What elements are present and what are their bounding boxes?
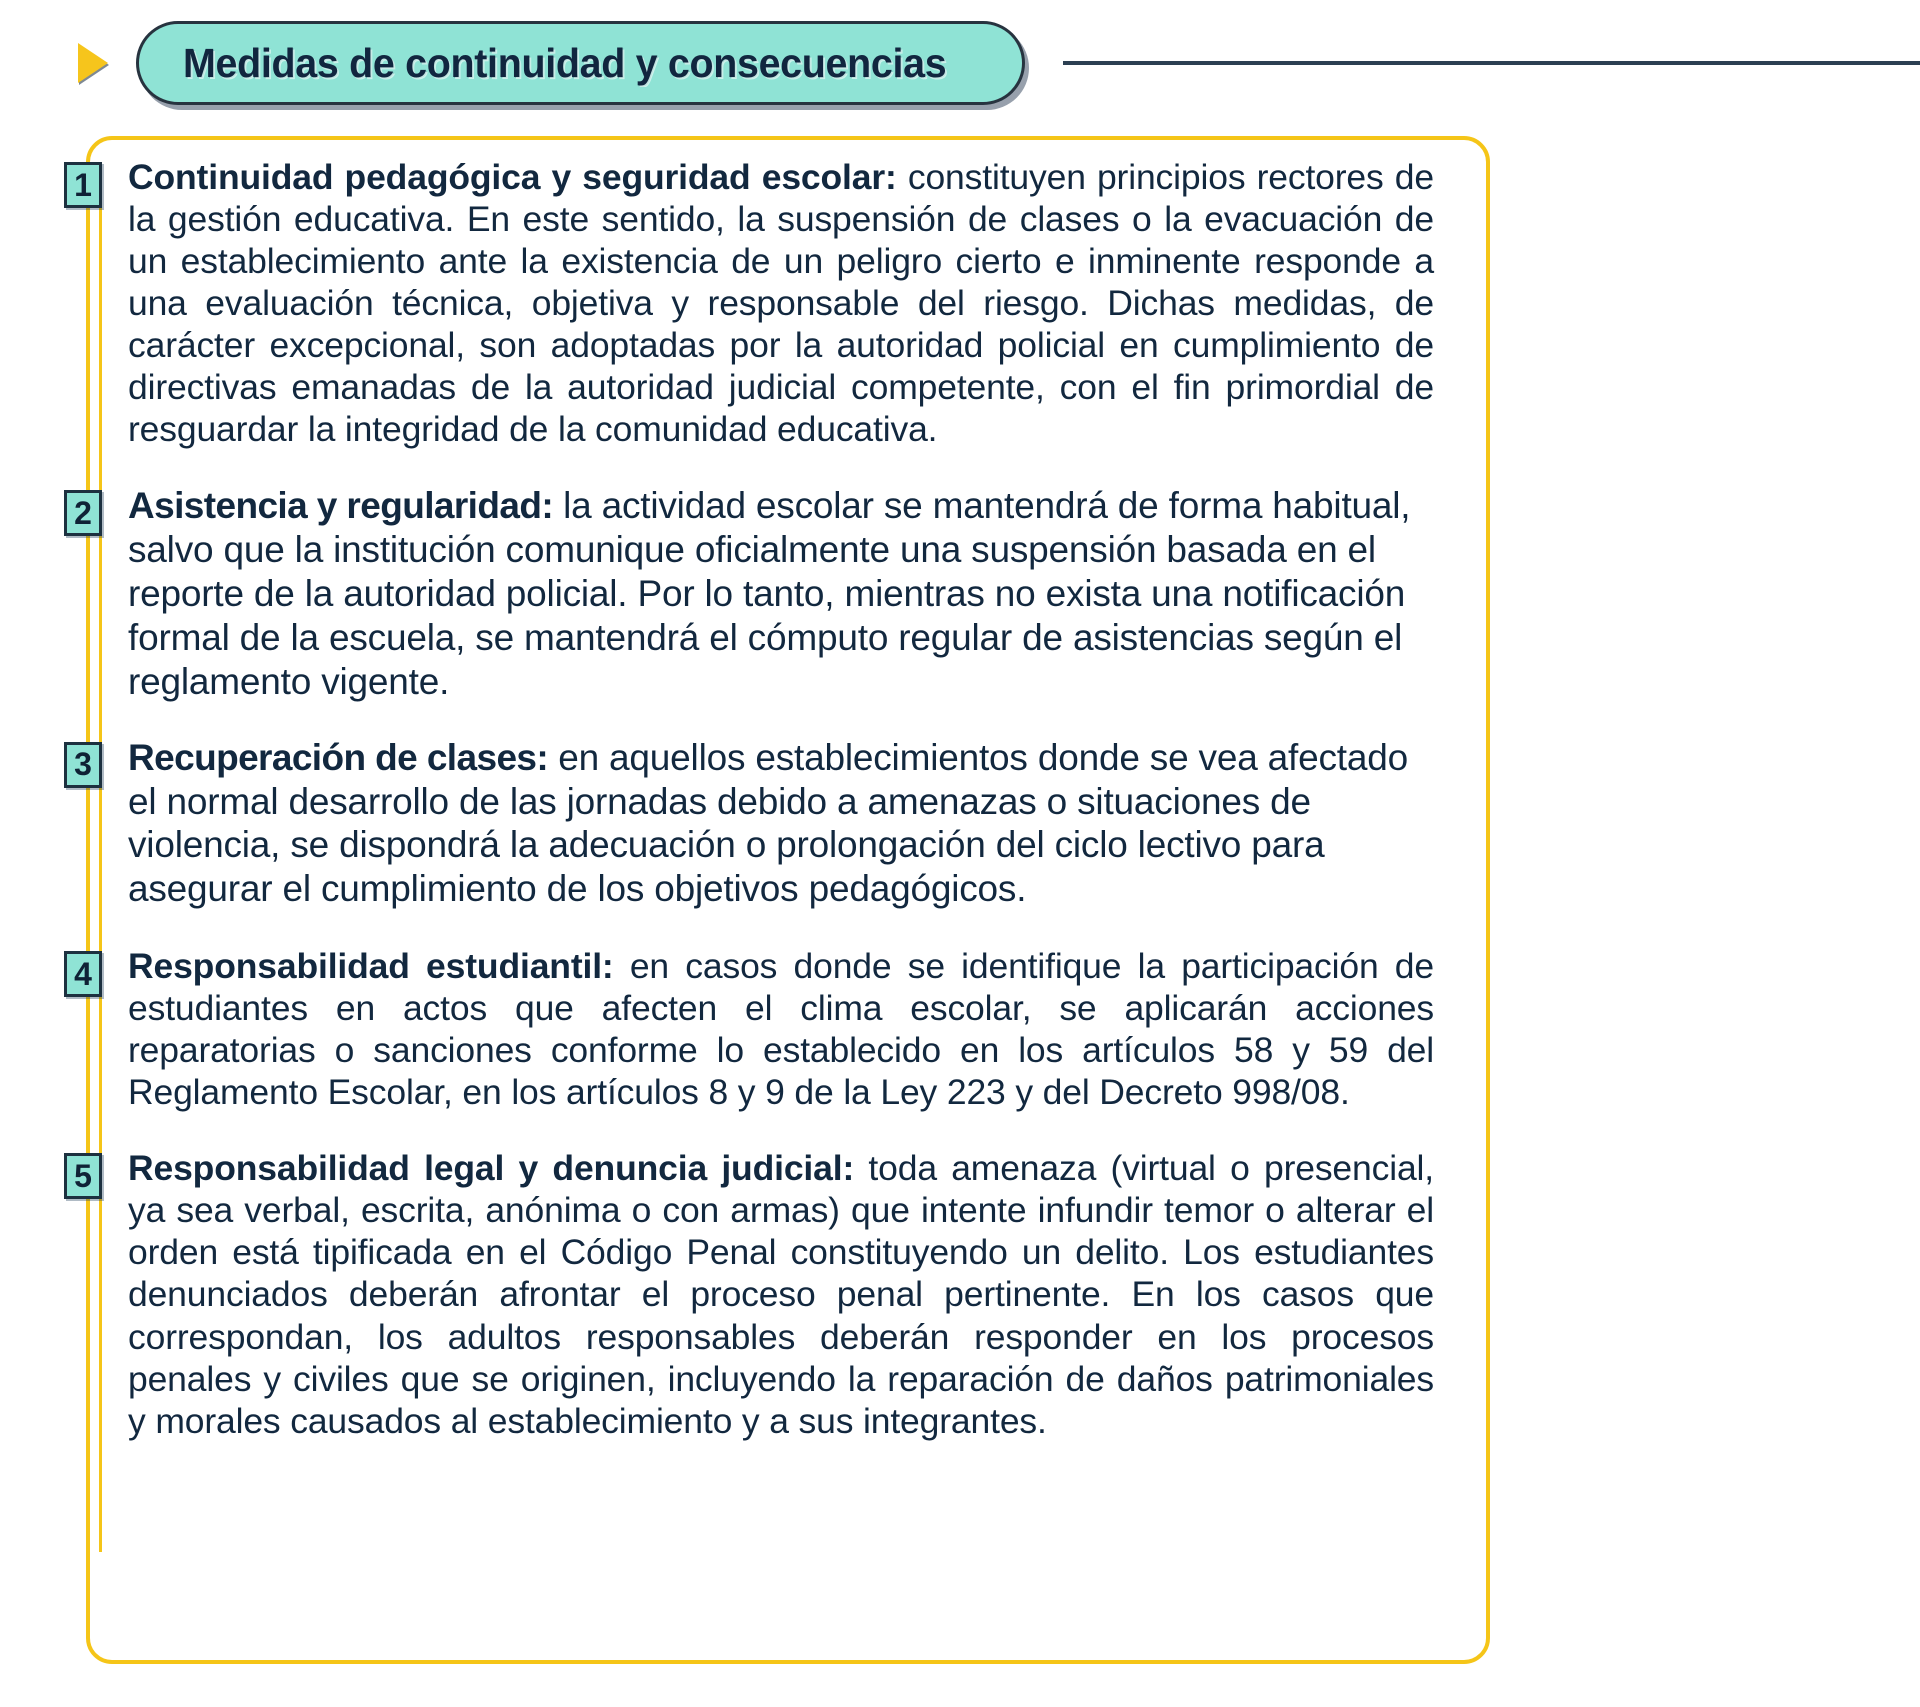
list-item (64, 1147, 1434, 1441)
item-number-badge: 1 (64, 162, 102, 208)
item-text: constituyen principios rectores de la gestión educativa. En este sentido, la suspensión de clases o la evacuación de un establecimiento ante la existencia de un peligro cierto e inminente responde a una evaluación técnica, objetiva y responsable del riesgo. Dichas medidas, de carácter excepcional, son adoptadas por la autoridad policial en cumplimiento de directivas emanadas de la autoridad judicial competente, con el fin primordial de resguardar la integridad de la comunidad educativa. (128, 157, 1434, 450)
item-lead: Responsabilidad estudiantil: (128, 946, 614, 987)
item-text: toda amenaza (virtual o presencial, ya sea verbal, escrita, anónima o con armas) que intente infundir temor o alterar el orden está tipificada en el Código Penal constituyendo un delito. Los estudiantes denunciados deberán afrontar el proceso penal pertinente. En los casos que correspondan, los adultos responsables deberán responder en los procesos penales y civiles que se originen, incluyendo la reparación de daños patrimoniales y morales causados al establecimiento y a sus integrantes. (128, 1148, 1434, 1441)
item-text: en aquellos establecimientos donde se vea afectado el normal desarrollo de las jornadas debido a amenazas o situaciones de violencia, se dispondrá la adecuación o prolongación del ciclo lectivo para asegurar el cumplimiento de los objetivos pedagógicos. (128, 736, 1409, 910)
item-text: la actividad escolar se mantendrá de forma habitual, salvo que la institución comunique oficialmente una suspensión basada en el reporte de la autoridad policial. Por lo tanto, mientras no exista una notificación formal de la escuela, se mantendrá el cómputo regular de asistencias según el reglamento vigente. (128, 485, 1411, 702)
item-number-badge: 2 (64, 490, 102, 536)
item-lead: Asistencia y regularidad: (128, 485, 554, 527)
item-number-badge: 3 (64, 742, 102, 788)
item-body (128, 484, 1434, 703)
play-triangle-icon (78, 43, 108, 83)
section-title-pill (136, 21, 1025, 105)
item-text: en casos donde se identifique la participación de estudiantes en actos que afecten el clima escolar, se aplicarán acciones reparatorias o sanciones conforme lo establecido en los artículos 58 y 59 del Reglamento Escolar, en los artículos 8 y 9 de la Ley 223 y del Decreto 998/08. (128, 946, 1434, 1113)
list-item (64, 736, 1434, 911)
list-item (64, 156, 1434, 450)
page-title: Medidas de continuidad y consecuencias (183, 39, 947, 86)
item-lead: Recuperación de clases: (128, 736, 549, 778)
item-number-badge: 5 (64, 1153, 102, 1199)
header-divider-rule (1063, 61, 1920, 65)
item-body (128, 156, 1434, 450)
numbered-list (64, 156, 1434, 1442)
item-lead: Continuidad pedagógica y seguridad escolar: (128, 157, 897, 197)
section-header (0, 14, 1920, 112)
item-body (128, 736, 1434, 911)
list-item (64, 484, 1434, 703)
item-number-badge: 4 (64, 951, 102, 997)
list-item (64, 945, 1434, 1113)
item-body (128, 1147, 1434, 1441)
item-body (128, 945, 1434, 1113)
item-lead: Responsabilidad legal y denuncia judicial: (128, 1148, 855, 1189)
